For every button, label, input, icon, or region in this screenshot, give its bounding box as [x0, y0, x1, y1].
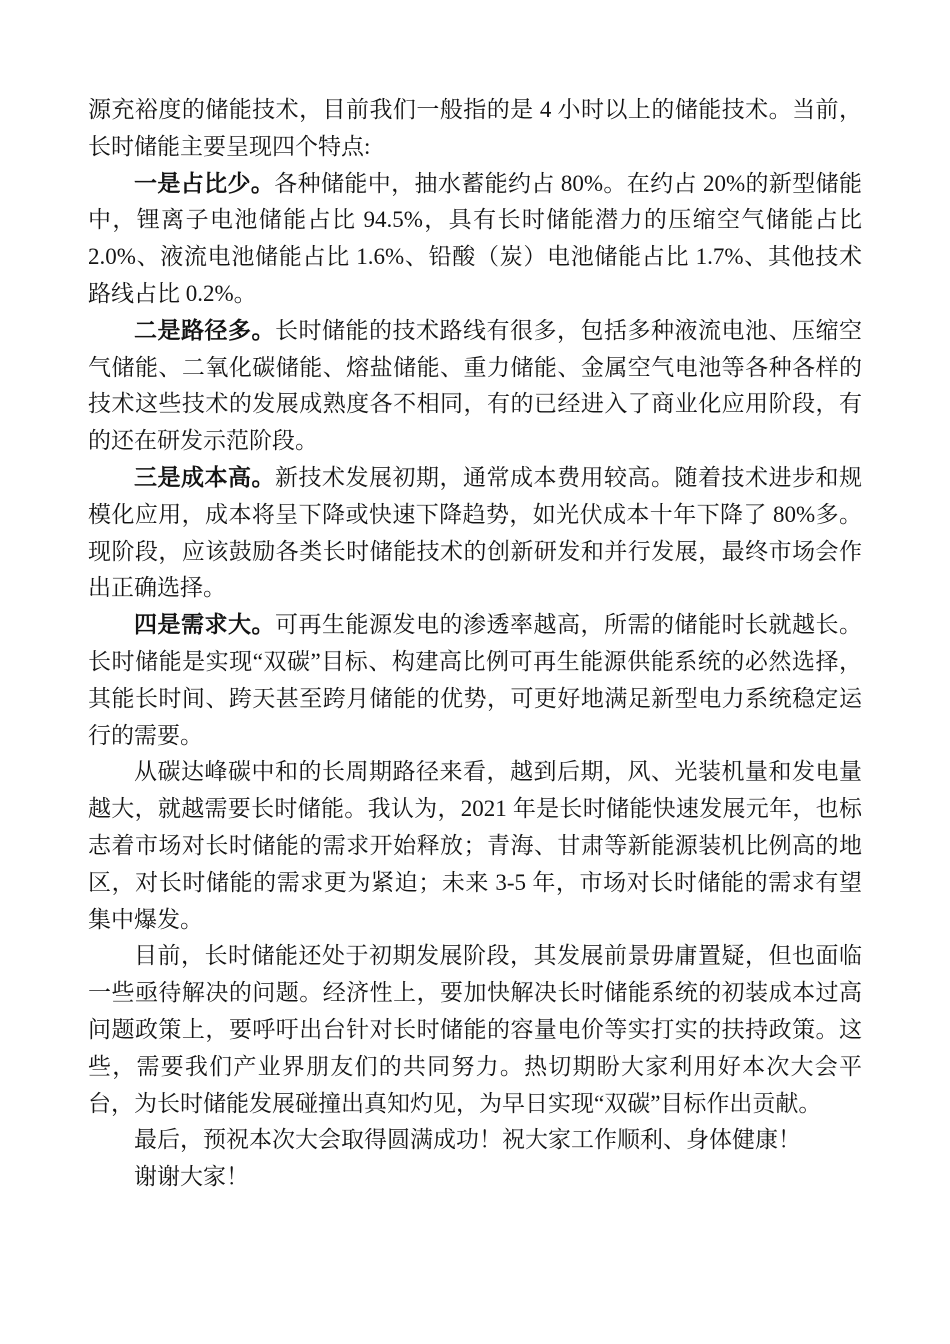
- paragraph-text: 长时储能的技术路线有很多，包括多种液流电池、压缩空气储能、二氧化碳储能、熔盐储能、重力储能、金属空气电池等各种各样的技术这些技术的发展成熟度各不相同，有的已经进入了商业化应用阶段，有的还在研发示范阶段。: [88, 317, 862, 454]
- paragraph-text: 目前，长时储能还处于初期发展阶段，其发展前景毋庸置疑，但也面临一些亟待解决的问题。经济性上，要加快解决长时储能系统的初装成本过高问题政策上，要呼吁出台针对长时储能的容量电价等实打实的扶持政策。这些，需要我们产业界朋友们的共同努力。热切期盼大家利用好本次大会平台，为长时储能发展碰撞出真知灼见，为早日实现“双碳”目标作出贡献。: [88, 943, 862, 1116]
- paragraph-text: 源充裕度的储能技术，目前我们一般指的是 4 小时以上的储能技术。当前，长时储能主要呈现四个特点:: [88, 97, 862, 159]
- paragraph-point-3: [88, 460, 862, 607]
- paragraph-lead: 四是需求大。: [134, 612, 275, 638]
- paragraph-closing-wishes: [88, 1122, 862, 1159]
- paragraph-text: 新技术发展初期，通常成本费用较高。随着技术进步和规模化应用，成本将呈下降或快速下降趋势，如光伏成本十年下降了 80%多。现阶段，应该鼓励各类长时储能技术的创新研发和并行发展，最终市场会作出正确选择。: [88, 464, 862, 601]
- paragraph-point-1: [88, 166, 862, 313]
- paragraph-lead: 一是占比少。: [134, 170, 275, 196]
- paragraph-lead: 三是成本高。: [134, 464, 275, 490]
- paragraph-text: 最后，预祝本次大会取得圆满成功！祝大家工作顺利、身体健康！: [134, 1127, 801, 1153]
- paragraph-lead: 二是路径多。: [134, 317, 275, 343]
- paragraph-challenges: [88, 938, 862, 1122]
- paragraph-point-4: [88, 607, 862, 754]
- paragraph-thanks: [88, 1159, 862, 1196]
- paragraph-outlook: [88, 754, 862, 938]
- paragraph-point-2: [88, 313, 862, 460]
- paragraph-text: 谢谢大家！: [134, 1164, 249, 1190]
- paragraph-text: 可再生能源发电的渗透率越高，所需的储能时长就越长。长时储能是实现“双碳”目标、构建高比例可再生能源供能系统的必然选择，其能长时间、跨天甚至跨月储能的优势，可更好地满足新型电力系统稳定运行的需要。: [88, 612, 862, 748]
- paragraph-text: 各种储能中，抽水蓄能约占 80%。在约占 20%的新型储能中，锂离子电池储能占比 94.5%，具有长时储能潜力的压缩空气储能占比 2.0%、液流电池储能占比 1.6%、铅酸（炭）电池储能占比 1.7%、其他技术路线占比 0.2%。: [88, 170, 862, 306]
- paragraph-continuation: [88, 92, 862, 166]
- paragraph-text: 从碳达峰碳中和的长周期路径来看，越到后期，风、光装机量和发电量越大，就越需要长时储能。我认为，2021 年是长时储能快速发展元年，也标志着市场对长时储能的需求开始释放；青海、甘肃等新能源装机比例高的地区，对长时储能的需求更为紧迫；未来 3-5 年，市场对长时储能的需求有望集中爆发。: [88, 759, 862, 932]
